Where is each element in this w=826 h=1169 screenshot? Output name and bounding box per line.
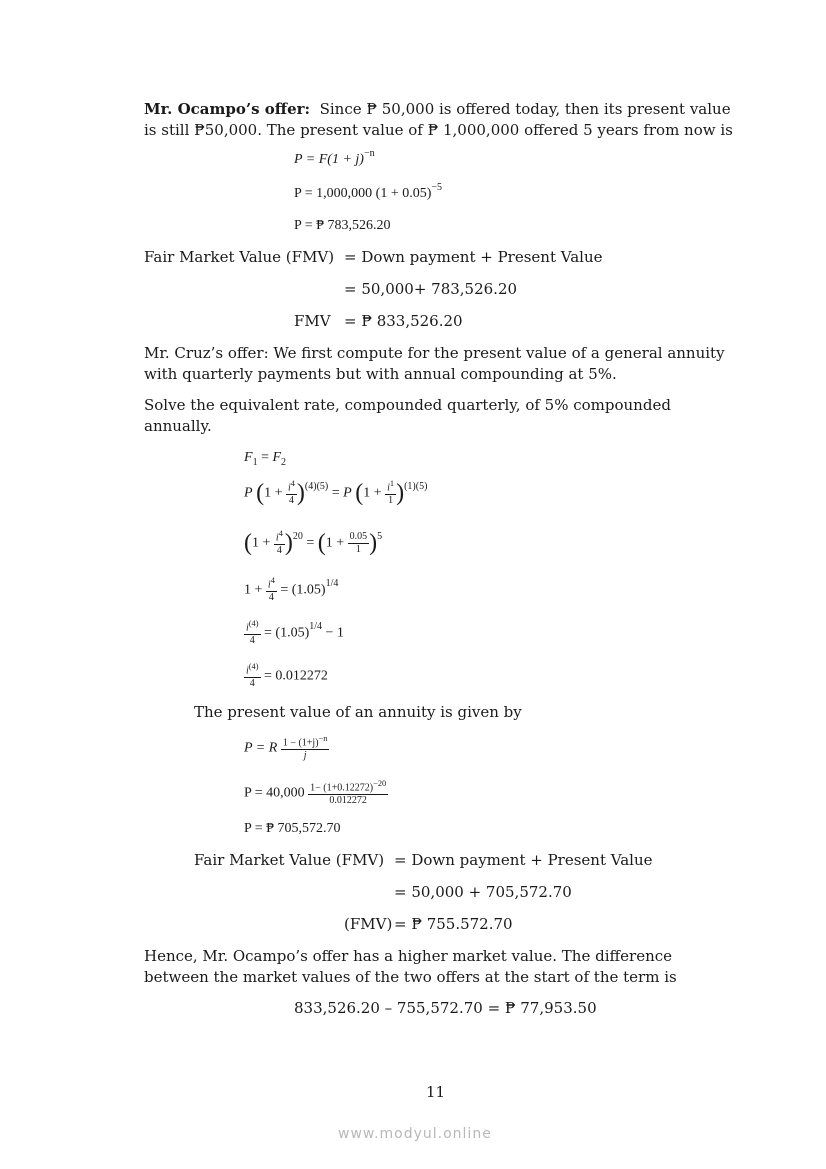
- watermark: www.modyul.online: [338, 1126, 492, 1142]
- ocampo-paragraph-line2: is still ₱50,000. The present value of ₱ 1,000,000 offered 5 years from now is: [144, 121, 733, 139]
- annuity-substitution: P = 40,000 $\frac{1- (1+0.12272)^{-20}}{0.012272}$: [244, 779, 387, 807]
- solve-paragraph-line2: annually.: [144, 417, 212, 435]
- page-number: 11: [426, 1083, 446, 1101]
- equation-equivalence: P (1 + $\frac{i^4}{4}$ )$^{(4)(5)}$ = P (1 + $\frac{i^1}{1}$ )$^{(1)(5)}$: [244, 479, 428, 507]
- equation-rate-result: $\frac{i^{(4)}}{4}$ = 0.012272: [246, 662, 328, 690]
- fmv-result: = ₱ 833,526.20: [344, 312, 463, 330]
- pv-result: P = ₱ 783,526.20: [294, 218, 391, 233]
- solve-paragraph-line1: Solve the equivalent rate, compounded quarterly, of 5% compounded: [144, 396, 671, 414]
- fmv-label: Fair Market Value (FMV): [144, 248, 335, 266]
- ocampo-offer-label: Mr. Ocampo’s offer:: [144, 100, 311, 118]
- annuity-formula: P = R $\frac{1 - (1+j)^{-n}}{j}$: [244, 734, 328, 762]
- fmv-result-2: = ₱ 755.572.70: [394, 915, 513, 933]
- fmv-label-2: Fair Market Value (FMV): [194, 851, 385, 869]
- pv-formula: $P = F(1 + j)^{-n}$: [294, 148, 375, 167]
- fmv-calculation-2: = 50,000 + 705,572.70: [394, 883, 572, 901]
- fmv-short-label: FMV: [294, 312, 331, 330]
- pv-substitution: P = 1,000,000 $(1 + 0.05)^{-5}$: [294, 182, 443, 201]
- fmv-short-label-2: (FMV): [344, 915, 393, 933]
- conclusion-line2: between the market values of the two offers at the start of the term is: [144, 968, 677, 986]
- difference-calculation: 833,526.20 – 755,572.70 = ₱ 77,953.50: [294, 999, 597, 1017]
- conclusion-line1: Hence, Mr. Ocampo’s offer has a higher market value. The difference: [144, 947, 673, 965]
- equation-root: 1 + $\frac{i^4}{4}$ = $(1.05)^{1/4}$: [244, 576, 339, 604]
- annuity-result: P = ₱ 705,572.70: [244, 821, 341, 836]
- annuity-intro: The present value of an annuity is given by: [194, 703, 522, 721]
- equation-rate: $\frac{i^{(4)}}{4}$ = $(1.05)^{1/4} - 1$: [246, 619, 344, 647]
- cruz-paragraph-line2: with quarterly payments but with annual compounding at 5%.: [144, 365, 617, 383]
- fmv-calculation: = 50,000+ 783,526.20: [344, 280, 518, 298]
- cruz-paragraph-line1: Mr. Cruz’s offer: We first compute for the present value of a general annuity: [144, 344, 725, 362]
- ocampo-paragraph-line1: Mr. Ocampo’s offer: Since ₱ 50,000 is offered today, then its present value: [144, 100, 731, 118]
- equation-f1-f2: $F_1 = F_2$: [244, 450, 287, 468]
- fmv-definition: = Down payment + Present Value: [344, 248, 603, 266]
- equation-simplified: (1 + $\frac{i^4}{4}$ )$^{20}$ = (1 + $\frac{0.05}{1}$ )$^5$: [244, 529, 383, 557]
- fmv-definition-2: = Down payment + Present Value: [394, 851, 653, 869]
